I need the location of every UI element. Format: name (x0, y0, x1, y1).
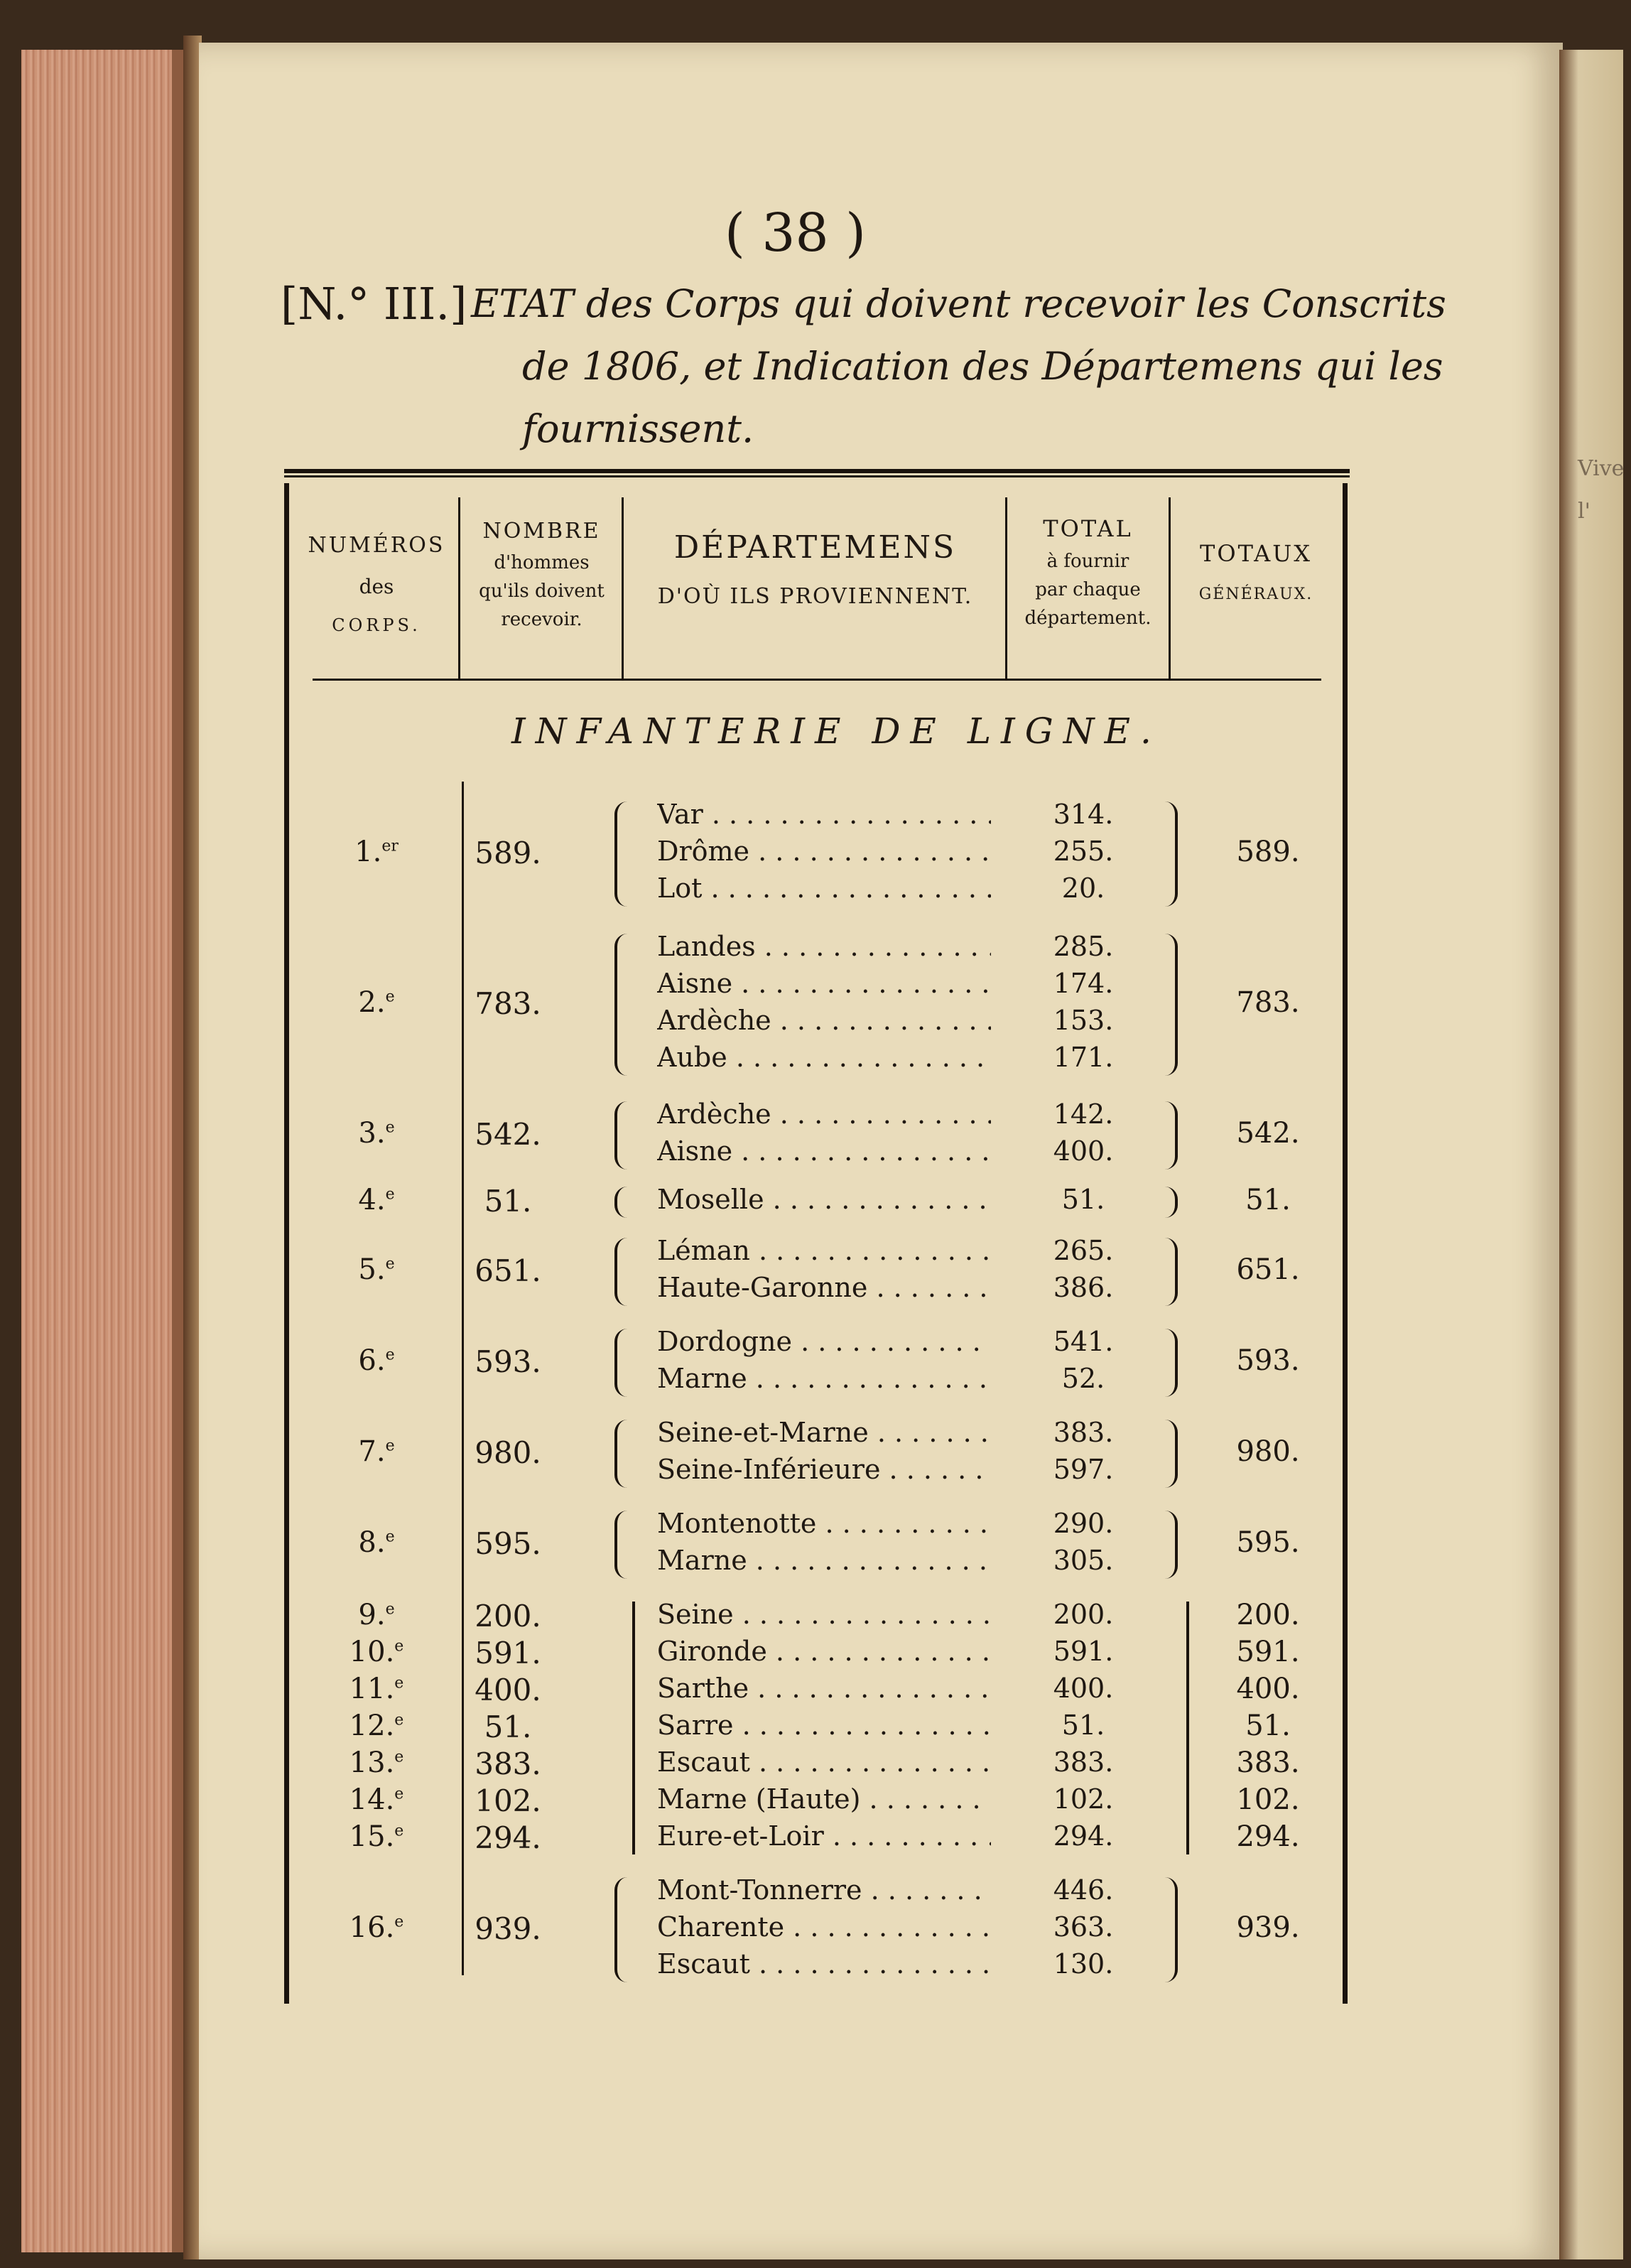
department-name: Seine-et-Marne . . . (657, 1417, 991, 1448)
corps-number: 14.$^e$ (349, 1783, 404, 1816)
men-count: 939. (475, 1911, 541, 1946)
left-brace (614, 1101, 627, 1170)
department-total: 51. (1061, 1184, 1105, 1215)
right-brace (1165, 801, 1178, 907)
department-total: 363. (1053, 1911, 1114, 1943)
department-total: 174. (1053, 968, 1114, 999)
department-total: 597. (1053, 1454, 1114, 1485)
table-right-rule (1343, 483, 1348, 2004)
general-total: 595. (1236, 1526, 1300, 1559)
department-name: Moselle . . . (657, 1184, 991, 1215)
left-brace (614, 1420, 627, 1488)
general-total: 980. (1236, 1435, 1300, 1468)
corps-number: 2.$^e$ (358, 986, 395, 1019)
department-total: 52. (1061, 1363, 1105, 1394)
department-name: Mont-Tonnerre . . . (657, 1874, 991, 1906)
department-name: Léman . . . (657, 1235, 991, 1266)
men-count: 383. (475, 1746, 541, 1781)
men-count: 542. (475, 1117, 541, 1152)
men-count: 595. (475, 1526, 541, 1561)
department-total: 142. (1053, 1098, 1114, 1130)
department-total: 200. (1053, 1599, 1114, 1630)
department-name: Eure-et-Loir . . . (657, 1820, 991, 1852)
general-total: 383. (1236, 1746, 1300, 1779)
general-total: 51. (1245, 1184, 1291, 1216)
table-top-rule (284, 469, 1350, 477)
section-title: INFANTERIE DE LIGNE. (511, 711, 1161, 752)
department-total: 255. (1053, 836, 1114, 867)
department-name: Seine-Inférieure . . . (657, 1454, 991, 1485)
men-count: 589. (475, 836, 541, 870)
department-name: Dordogne . . . (657, 1326, 991, 1357)
department-total: 294. (1053, 1820, 1114, 1852)
general-total: 939. (1236, 1911, 1300, 1944)
corps-number: 15.$^e$ (349, 1820, 404, 1853)
department-total: 591. (1053, 1636, 1114, 1667)
general-total: 589. (1236, 836, 1300, 868)
department-total: 305. (1053, 1545, 1114, 1576)
department-total: 400. (1053, 1673, 1114, 1704)
department-name: Marne . . . (657, 1363, 991, 1394)
department-name: Aisne . . . (657, 1135, 991, 1167)
department-total: 446. (1053, 1874, 1114, 1906)
department-name: Charente . . . (657, 1911, 991, 1943)
department-total: 400. (1053, 1135, 1114, 1167)
col-separator (458, 497, 460, 679)
heading-line-3: fournissent. (522, 406, 754, 451)
general-total: 651. (1236, 1253, 1300, 1286)
department-total: 20. (1061, 873, 1105, 904)
table-number: [N.° III.] (281, 278, 467, 330)
left-brace (614, 1238, 627, 1306)
general-total: 783. (1236, 986, 1300, 1019)
men-count: 651. (475, 1253, 541, 1288)
corps-number: 5.$^e$ (358, 1253, 395, 1286)
right-brace (1165, 1101, 1178, 1170)
department-name: Seine . . . (657, 1599, 991, 1630)
department-name: Var . . . (657, 799, 991, 830)
department-name: Sarthe . . . (657, 1673, 991, 1704)
department-total: 386. (1053, 1272, 1114, 1303)
left-brace (614, 1877, 627, 1982)
department-total: 265. (1053, 1235, 1114, 1266)
department-name: Escaut . . . (657, 1746, 991, 1778)
men-count: 400. (475, 1673, 541, 1707)
department-name: Drôme . . . (657, 836, 991, 867)
department-name: Gironde . . . (657, 1636, 991, 1667)
general-total: 294. (1236, 1820, 1300, 1853)
left-brace (614, 1329, 627, 1397)
book-page-edges (21, 50, 185, 2252)
department-total: 171. (1053, 1042, 1114, 1073)
men-count: 591. (475, 1636, 541, 1670)
corps-number: 13.$^e$ (349, 1746, 404, 1779)
facing-page-strip (1559, 50, 1623, 2259)
heading-line-1: ETAT des Corps qui doivent recevoir les Conscrits (471, 281, 1446, 326)
right-brace (1165, 1329, 1178, 1397)
department-total: 51. (1061, 1710, 1105, 1741)
department-name: Ardèche . . . (657, 1098, 991, 1130)
corps-number: 6.$^e$ (358, 1344, 395, 1377)
single-rule (632, 1602, 635, 1854)
left-brace (614, 1511, 627, 1579)
department-name: Marne . . . (657, 1545, 991, 1576)
corps-number: 1.$^{er}$ (354, 836, 399, 868)
general-total: 200. (1236, 1599, 1300, 1631)
header-corps: NUMÉROS des CORPS. (308, 533, 445, 635)
page-number: ( 38 ) (725, 202, 866, 264)
general-total: 593. (1236, 1344, 1300, 1377)
conscripts-table (284, 469, 1350, 1997)
department-name: Marne (Haute) . . . (657, 1783, 991, 1815)
corps-number: 7.$^e$ (358, 1435, 395, 1468)
men-count: 51. (484, 1184, 532, 1219)
general-total: 51. (1245, 1710, 1291, 1742)
corps-number: 10.$^e$ (349, 1636, 404, 1668)
general-total: 591. (1236, 1636, 1300, 1668)
corps-number: 3.$^e$ (358, 1117, 395, 1150)
men-count: 200. (475, 1599, 541, 1634)
men-count: 593. (475, 1344, 541, 1379)
header-totaux: TOTAUX GÉNÉRAUX. (1198, 540, 1313, 603)
corps-number: 11.$^e$ (349, 1673, 404, 1705)
department-total: 541. (1053, 1326, 1114, 1357)
right-brace (1165, 1420, 1178, 1488)
header-nombre: NOMBRE d'hommes qu'ils doivent recevoir. (479, 519, 605, 630)
general-total: 400. (1236, 1673, 1300, 1705)
general-total: 542. (1236, 1117, 1300, 1150)
men-count: 294. (475, 1820, 541, 1855)
department-name: Landes . . . (657, 931, 991, 962)
table-left-rule (284, 483, 289, 2004)
department-name: Escaut . . . (657, 1948, 991, 1980)
single-rule (1186, 1602, 1189, 1854)
department-name: Lot . . . (657, 873, 991, 904)
corps-number: 8.$^e$ (358, 1526, 395, 1559)
general-total: 102. (1236, 1783, 1300, 1816)
right-brace (1165, 934, 1178, 1076)
header-departemens: DÉPARTEMENS D'OÙ ILS PROVIENNENT. (657, 529, 973, 609)
department-name: Aisne . . . (657, 968, 991, 999)
header-bottom-rule (313, 679, 1321, 681)
men-count: 980. (475, 1435, 541, 1470)
department-total: 383. (1053, 1746, 1114, 1778)
department-name: Aube . . . (657, 1042, 991, 1073)
right-brace (1165, 1187, 1178, 1218)
department-name: Haute-Garonne . . . (657, 1272, 991, 1303)
department-total: 290. (1053, 1508, 1114, 1539)
left-brace (614, 801, 627, 907)
right-brace (1165, 1511, 1178, 1579)
corps-number: 4.$^e$ (358, 1184, 395, 1216)
corps-number: 12.$^e$ (349, 1710, 404, 1742)
men-count: 102. (475, 1783, 541, 1818)
corps-number: 9.$^e$ (358, 1599, 395, 1631)
col-separator (622, 497, 624, 679)
right-brace (1165, 1877, 1178, 1982)
heading-line-2: de 1806, et Indication des Départemens qui les (522, 344, 1443, 389)
department-name: Ardèche . . . (657, 1005, 991, 1036)
right-brace (1165, 1238, 1178, 1306)
department-total: 314. (1053, 799, 1114, 830)
left-brace (614, 1187, 627, 1218)
corps-number: 16.$^e$ (349, 1911, 404, 1944)
department-total: 153. (1053, 1005, 1114, 1036)
men-count: 783. (475, 986, 541, 1021)
department-name: Montenotte . . . (657, 1508, 991, 1539)
department-total: 130. (1053, 1948, 1114, 1980)
facing-page-text: Vive l' (1578, 456, 1625, 524)
department-total: 285. (1053, 931, 1114, 962)
department-total: 102. (1053, 1783, 1114, 1815)
men-count: 51. (484, 1710, 532, 1744)
left-brace (614, 934, 627, 1076)
header-total: TOTAL à fournir par chaque département. (1024, 515, 1152, 629)
department-total: 383. (1053, 1417, 1114, 1448)
department-name: Sarre . . . (657, 1710, 991, 1741)
